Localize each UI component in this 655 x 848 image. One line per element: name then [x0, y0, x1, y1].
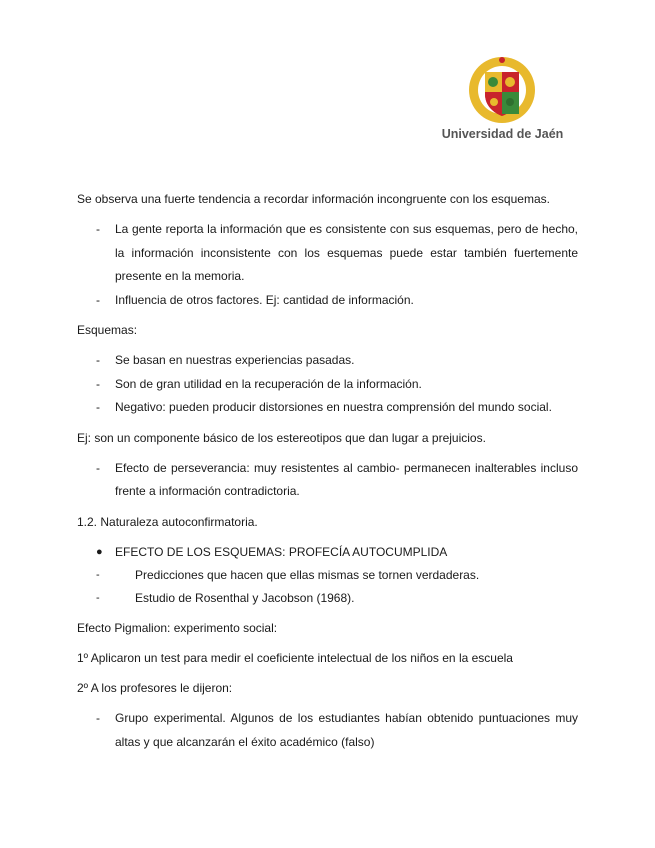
list-item: - Grupo experimental. Algunos de los estudiantes habían obtenido puntuaciones muy altas y que alcanzarán el éxito académico (falso): [96, 711, 578, 749]
bullet-item: ● EFECTO DE LOS ESQUEMAS: PROFECÍA AUTOCUMPLIDA - Predicciones que hacen que ellas mismas se tornen verdaderas. - Estudio de Rosenthal y Jacobson (1968).: [77, 541, 578, 611]
document-body: [77, 188, 578, 761]
list-item: - Influencia de otros factores. Ej: cantidad de información.: [96, 292, 414, 307]
paragraph: Se observa una fuerte tendencia a recordar información incongruente con los esquemas.: [77, 192, 550, 206]
university-logo: [440, 56, 565, 148]
dash-list: [77, 457, 578, 504]
paragraph: 2º A los profesores le dijeron:: [77, 681, 233, 695]
paragraph: Efecto Pigmalion: experimento social:: [77, 621, 278, 635]
dash-list: [77, 349, 578, 420]
list-item: - Predicciones que hacen que ellas mismas se tornen verdaderas.: [96, 568, 480, 582]
university-name: Universidad de Jaén: [441, 127, 564, 141]
list-item: - La gente reporta la información que es consistente con sus esquemas, pero de hecho, la información inconsistente con los esquemas puede estar también fuertemente presente en la memoria.: [96, 222, 578, 283]
section-heading: 1.2. Naturaleza autoconfirmatoria.: [77, 514, 258, 529]
list-item: - Se basan en nuestras experiencias pasadas.: [96, 353, 355, 367]
university-seal-icon: [466, 56, 538, 124]
dash-list: [77, 707, 578, 754]
list-item: - Efecto de perseverancia: muy resistentes al cambio- permanecen inalterables incluso frente a información contradictoria.: [96, 460, 578, 498]
list-item: - Son de gran utilidad en la recuperación de la información.: [96, 376, 422, 391]
dash-sublist: [77, 564, 578, 610]
list-item: - Negativo: pueden producir distorsiones en nuestra comprensión del mundo social.: [96, 400, 552, 414]
paragraph: 1º Aplicaron un test para medir el coeficiente intelectual de los niños en la escuela: [77, 651, 513, 665]
bullet-list: [77, 541, 578, 611]
list-item: - Estudio de Rosenthal y Jacobson (1968).: [96, 591, 355, 605]
dash-list: [77, 218, 578, 312]
paragraph: Esquemas:: [77, 323, 138, 337]
paragraph: Ej: son un componente básico de los estereotipos que dan lugar a prejuicios.: [77, 430, 486, 445]
